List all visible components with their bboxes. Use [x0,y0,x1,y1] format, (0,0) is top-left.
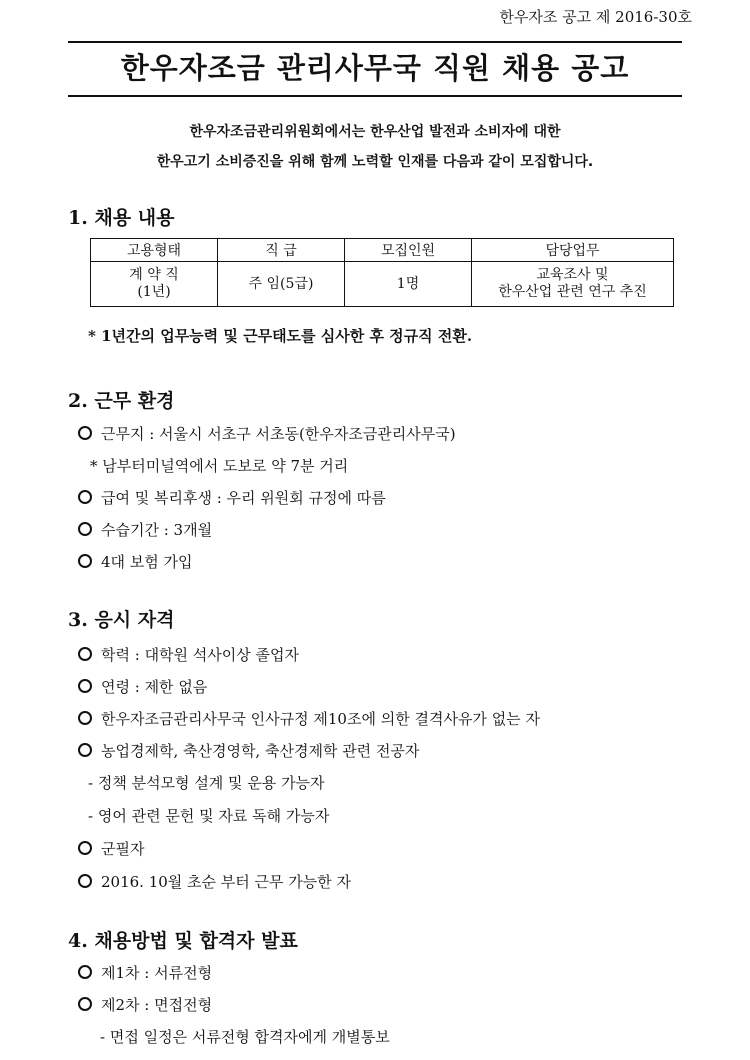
list-item: 제2차 : 면접전형 [78,994,212,1015]
duties-line-1: 교육조사 및 [536,267,609,283]
list-item: 4대 보험 가입 [78,551,193,572]
section-heading-selection-process: 4. 채용방법 및 합격자 발표 [68,930,298,952]
hollow-circle-bullet-icon [78,679,92,693]
page-title: 한우자조금 관리사무국 직원 채용 공고 [120,51,630,85]
hollow-circle-bullet-icon [78,490,92,504]
cell-duties [472,262,674,307]
hollow-circle-bullet-icon [78,711,92,725]
employment-type-line-1: 계 약 직 [129,267,179,283]
list-item: 급여 및 복리후생 : 우리 위원회 규정에 따름 [78,487,386,508]
hollow-circle-bullet-icon [78,522,92,536]
duties-line-2: 한우산업 관련 연구 추진 [498,284,647,300]
hollow-circle-bullet-icon [78,647,92,661]
list-item: 2016. 10월 초순 부터 근무 가능한 자 [78,871,351,892]
list-item: 근무지 : 서울시 서초구 서초동(한우자조금관리사무국) [78,423,456,444]
list-item: 군필자 [78,838,144,859]
list-item: 수습기간 : 3개월 [78,519,212,540]
section-heading-work-environment: 2. 근무 환경 [68,390,175,412]
col-header-employment-type: 고용형태 [91,239,218,262]
cell-grade: 주 임(5급) [218,262,345,307]
list-item: 학력 : 대학원 석사이상 졸업자 [78,644,299,665]
col-header-grade: 직 급 [218,239,345,262]
col-header-headcount: 모집인원 [345,239,472,262]
hollow-circle-bullet-icon [78,841,92,855]
notice-number: 한우자조 공고 제 2016-30호 [499,8,692,26]
hollow-circle-bullet-icon [78,426,92,440]
list-item: 제1차 : 서류전형 [78,962,212,983]
col-header-duties: 담당업무 [472,239,674,262]
intro-line-2: 한우고기 소비증진을 위해 함께 노력할 인재를 다음과 같이 모집합니다. [156,154,594,170]
title-top-rule [68,41,682,43]
hollow-circle-bullet-icon [78,743,92,757]
sub-list-item: - 면접 일정은 서류전형 합격자에게 개별통보 [100,1028,390,1046]
hollow-circle-bullet-icon [78,965,92,979]
intro-line-1: 한우자조금관리위원회에서는 한우산업 발전과 소비자에 대한 [189,124,561,140]
conversion-note: * 1년간의 업무능력 및 근무태도를 심사한 후 정규직 전환. [88,327,473,345]
title-bottom-rule [68,95,682,97]
list-item: 농업경제학, 축산경영학, 축산경제학 관련 전공자 [78,740,419,761]
section-heading-recruitment: 1. 채용 내용 [68,207,175,229]
sub-list-item: - 정책 분석모형 설계 및 운용 가능자 [88,774,325,792]
section-heading-qualifications: 3. 응시 자격 [68,609,175,631]
list-item: 한우자조금관리사무국 인사규정 제10조에 의한 결격사유가 없는 자 [78,708,540,729]
table-header-row [91,239,674,262]
cell-employment-type [91,262,218,307]
list-item: 연령 : 제한 없음 [78,676,207,697]
table-row [91,262,674,307]
hollow-circle-bullet-icon [78,997,92,1011]
hollow-circle-bullet-icon [78,554,92,568]
sub-list-item: - 영어 관련 문헌 및 자료 독해 가능자 [88,807,330,825]
employment-type-line-2: (1년) [137,284,171,300]
location-note: * 남부터미널역에서 도보로 약 7분 거리 [90,457,349,475]
recruitment-table [90,238,674,307]
cell-headcount: 1명 [345,262,472,307]
hollow-circle-bullet-icon [78,874,92,888]
